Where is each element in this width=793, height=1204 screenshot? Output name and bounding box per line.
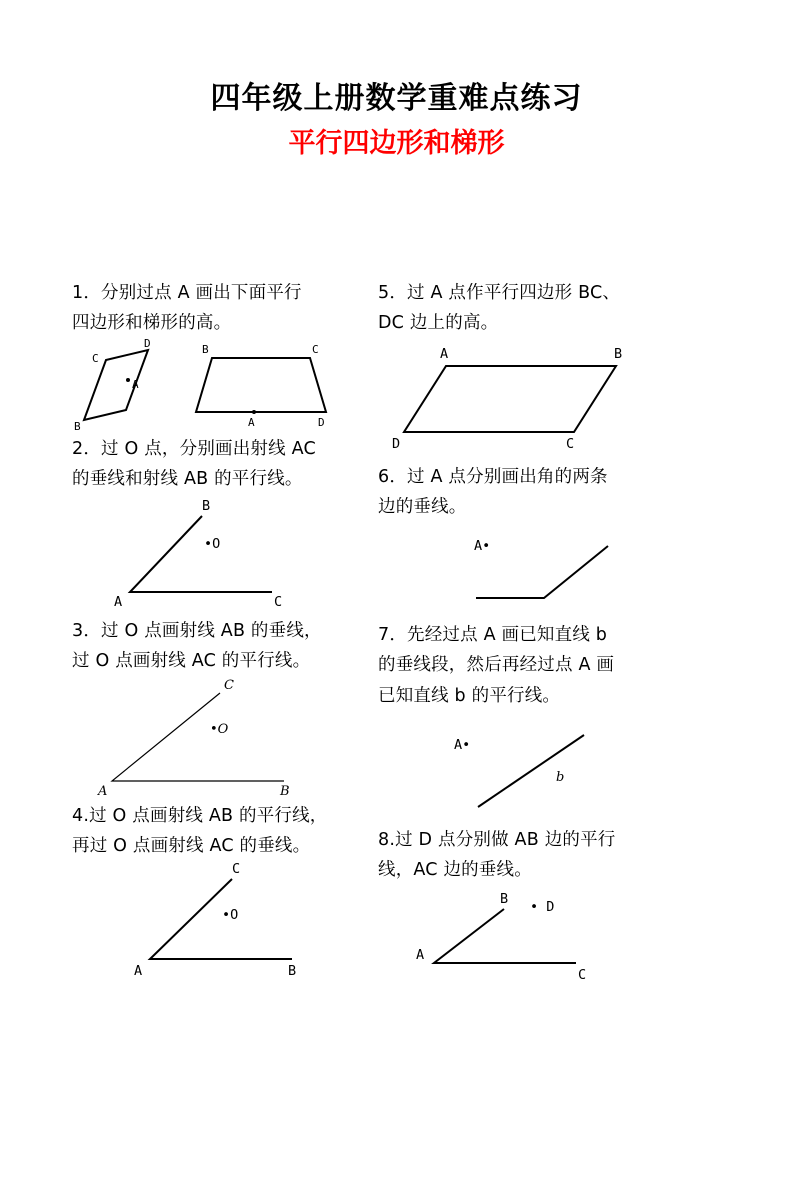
question-1-line-2: 四边形和梯形的高。 [72, 313, 232, 334]
figure-7-label-b: b [556, 769, 565, 785]
figure-4 [72, 861, 340, 981]
figure-1b-label-B: B [202, 343, 209, 357]
figure-5 [378, 338, 700, 456]
figure-8-label-C: C [578, 966, 587, 983]
question-3-line-2: 过 O 点画射线 AC 的平行线。 [72, 651, 311, 672]
figure-3-label-O: •O [210, 721, 229, 737]
question-8 [378, 825, 700, 985]
figure-1 [72, 337, 340, 434]
question-7-line-2: 的垂线段，然后再经过点 A 画 [378, 655, 615, 676]
page-subtitle: 平行四边形和梯形 [288, 128, 505, 159]
figure-5-label-B: B [614, 346, 623, 363]
figure-8-label-D: • D [530, 898, 555, 915]
figure-2-label-O: •O [204, 536, 221, 553]
figure-1-label-A: A [132, 378, 139, 392]
figure-3-label-B: B [280, 783, 290, 799]
figure-4-label-B: B [288, 962, 297, 979]
question-2-line-2: 的垂线和射线 AB 的平行线。 [72, 469, 303, 490]
figure-5-label-A: A [440, 346, 449, 363]
figure-5-label-D: D [392, 436, 401, 453]
question-3 [72, 616, 340, 798]
question-5-line-2: DC 边上的高。 [378, 313, 499, 334]
question-6-line-2: 边的垂线。 [378, 497, 467, 518]
question-4-line-1: 4.过 O 点画射线 AB 的平行线， [72, 805, 328, 826]
question-6-line-1: 6．过 A 点分别画出角的两条 [378, 467, 608, 488]
question-5 [378, 278, 700, 456]
figure-2-label-B: B [202, 498, 211, 515]
figure-3-label-A: A [98, 783, 108, 799]
question-4 [72, 801, 340, 981]
figure-1-label-C: C [92, 352, 99, 366]
figure-1-label-D: D [144, 337, 151, 351]
question-2-line-1: 2．过 O 点，分别画出射线 AC [72, 439, 316, 460]
figure-1b-label-C: C [312, 343, 319, 357]
figure-2 [72, 494, 340, 614]
figure-1-label-B: B [74, 420, 81, 434]
figure-6-label-A: A• [474, 538, 491, 555]
figure-2-label-A: A [114, 594, 123, 611]
figure-2-label-C: C [274, 594, 283, 611]
question-8-line-1: 8.过 D 点分别做 AB 边的平行 [378, 829, 616, 850]
figure-4-label-A: A [134, 962, 143, 979]
figure-8 [378, 885, 700, 985]
figure-1b-label-D: D [318, 416, 325, 430]
figure-3-label-C: C [224, 677, 234, 693]
page-title: 四年级上册数学重难点练习 [210, 81, 583, 116]
question-4-line-2: 再过 O 点画射线 AC 的垂线。 [72, 835, 311, 856]
figure-3 [72, 677, 340, 799]
figure-1b-label-A: A [248, 416, 255, 430]
worksheet-page [0, 82, 793, 1204]
figure-5-label-C: C [566, 436, 575, 453]
question-1-line-1: 1．分别过点 A 画出下面平行 [72, 283, 302, 303]
figure-4-label-O: •O [222, 906, 239, 923]
question-6 [378, 462, 700, 618]
question-8-line-2: 线，AC 边的垂线。 [378, 859, 532, 880]
question-7-line-3: 已知直线 b 的平行线。 [378, 685, 561, 706]
figure-6 [378, 522, 700, 618]
question-1 [72, 278, 340, 434]
question-7 [378, 620, 700, 822]
figure-4-label-C: C [232, 860, 241, 877]
left-column [0, 278, 340, 985]
content-columns [0, 278, 793, 985]
question-5-line-1: 5．过 A 点作平行四边形 BC、 [378, 283, 621, 303]
question-7-line-1: 7．先经过点 A 画已知直线 b [378, 625, 608, 646]
question-3-line-1: 3．过 O 点画射线 AB 的垂线， [72, 621, 322, 642]
question-2 [72, 434, 340, 614]
figure-7-label-A: A• [454, 736, 471, 753]
figure-8-label-B: B [500, 890, 509, 907]
right-column [340, 278, 700, 985]
figure-7 [378, 711, 700, 823]
figure-8-label-A: A [416, 946, 425, 963]
